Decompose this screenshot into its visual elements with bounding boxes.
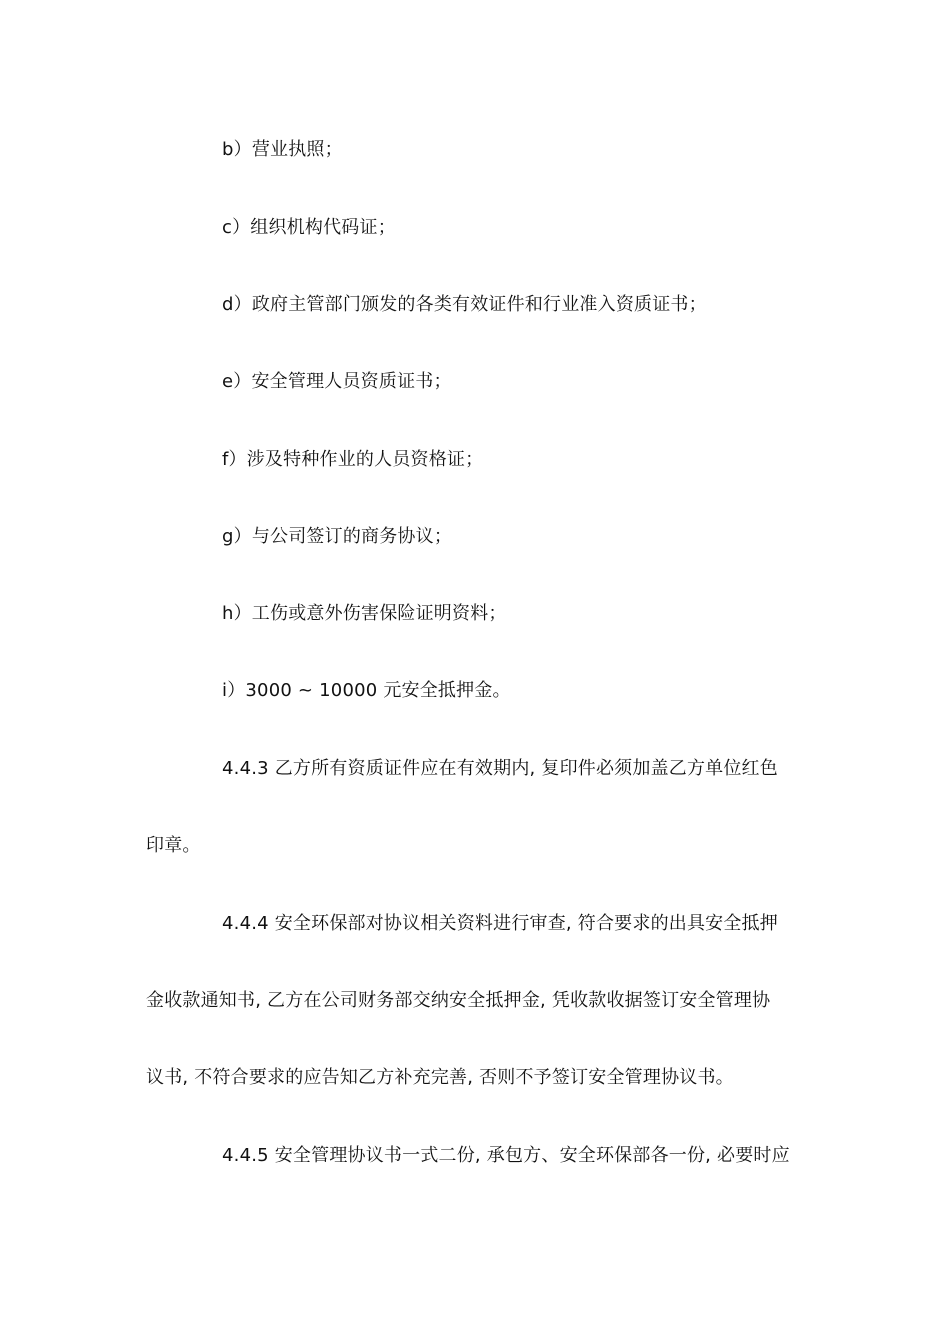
paragraph-4-4-5-line-1: 4.4.5 安全管理协议书一式二份, 承包方、安全环保部各一份, 必要时应	[222, 1145, 790, 1166]
paragraph-4-4-4-line-3: 议书, 不符合要求的应告知乙方补充完善, 否则不予签订安全管理协议书。	[146, 1067, 734, 1088]
list-item-f: f）涉及特种作业的人员资格证；	[222, 449, 484, 470]
paragraph-4-4-3-line-1: 4.4.3 乙方所有资质证件应在有效期内, 复印件必须加盖乙方单位红色	[222, 758, 778, 779]
paragraph-4-4-4-line-2: 金收款通知书, 乙方在公司财务部交纳安全抵押金, 凭收款收据签订安全管理协	[146, 990, 771, 1011]
list-item-c: c）组织机构代码证；	[222, 217, 396, 238]
list-item-h: h）工伤或意外伤害保险证明资料；	[222, 603, 507, 624]
list-item-e: e）安全管理人员资质证书；	[222, 371, 452, 392]
paragraph-4-4-4-line-1: 4.4.4 安全环保部对协议相关资料进行审查, 符合要求的出具安全抵押	[222, 913, 778, 934]
list-item-g: g）与公司签订的商务协议；	[222, 526, 453, 547]
paragraph-4-4-3-line-2: 印章。	[146, 835, 201, 856]
list-item-b: b）营业执照；	[222, 139, 343, 160]
list-item-i: i）3000 ~ 10000 元安全抵押金。	[222, 680, 511, 701]
list-item-d: d）政府主管部门颁发的各类有效证件和行业准入资质证书；	[222, 294, 707, 315]
